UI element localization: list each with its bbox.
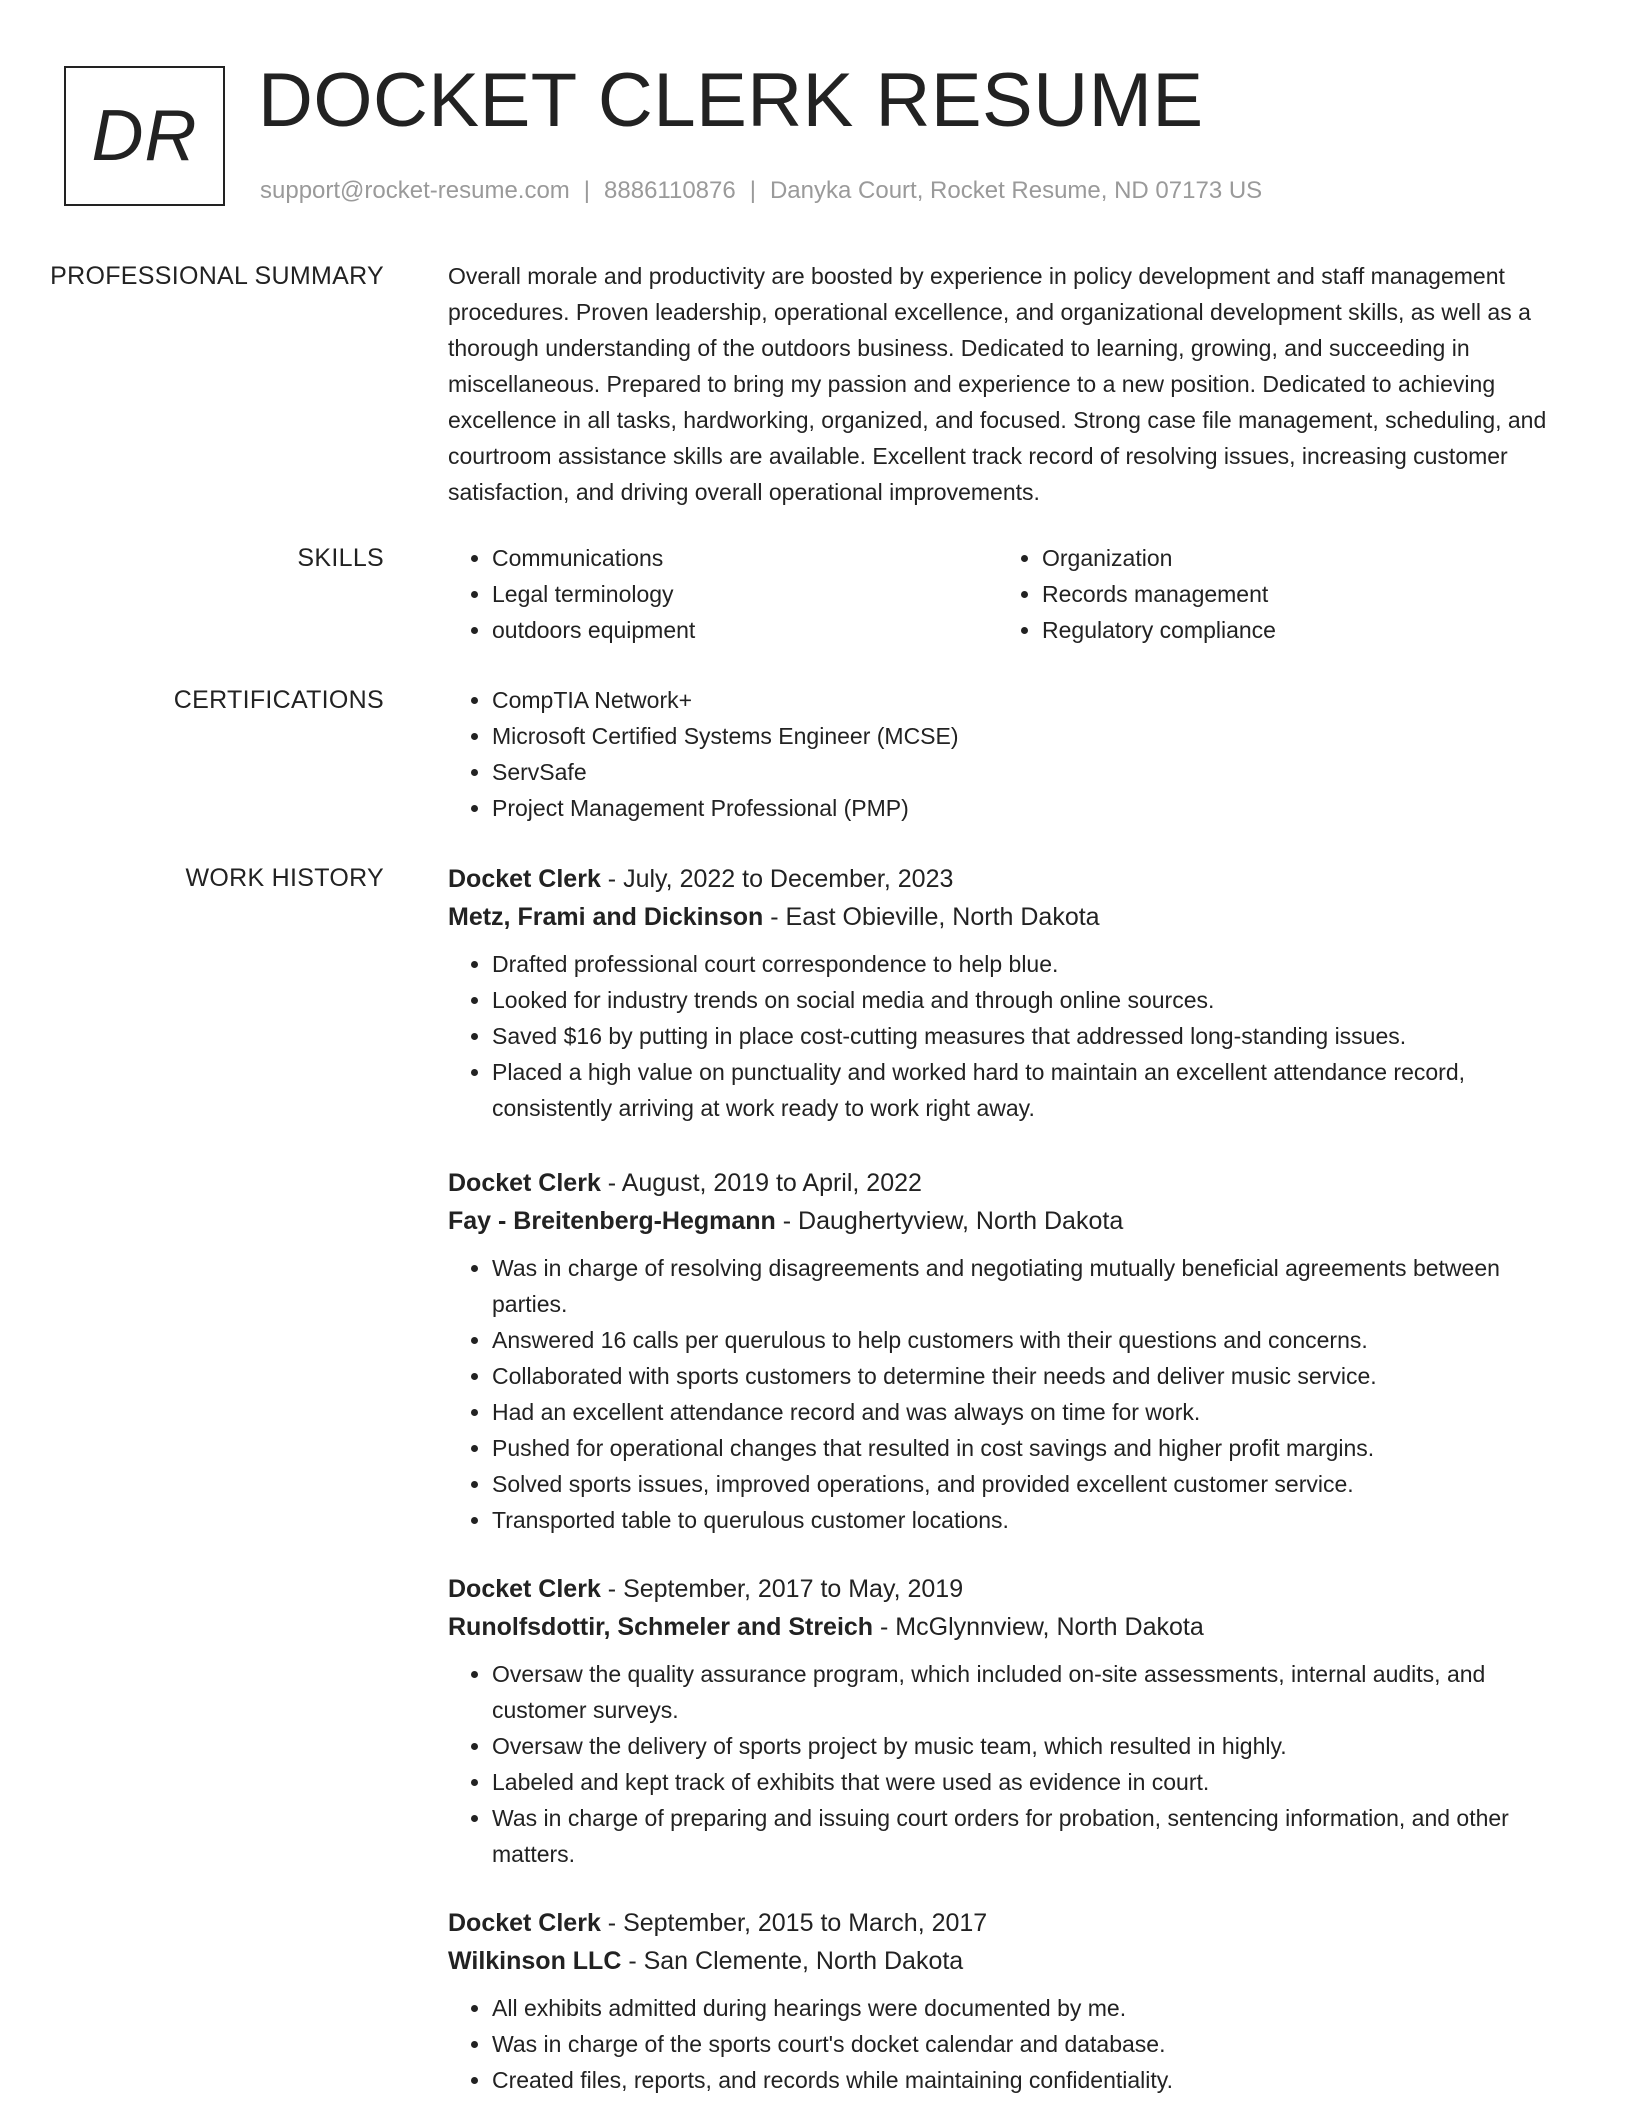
job-company: Runolfsdottir, Schmeler and Streich	[448, 1613, 874, 1641]
job-title-line	[448, 1164, 1564, 1202]
section-label-summary: PROFESSIONAL SUMMARY	[50, 262, 384, 290]
skills-list-right	[998, 540, 1548, 648]
list-item: • Organization	[1042, 540, 1548, 576]
list-item: • Pushed for operational changes that resulted in cost savings and higher profit margins.	[492, 1430, 1564, 1466]
job-location: - Daughertyview, North Dakota	[775, 1207, 1124, 1235]
contact-line	[260, 176, 1262, 206]
list-item: • Communications	[492, 540, 998, 576]
contact-phone: 8886110876	[604, 177, 736, 204]
list-item: • Drafted professional court correspondence to help blue.	[492, 946, 1564, 982]
job-title: Docket Clerk	[448, 1575, 601, 1603]
skills-list-left	[448, 540, 998, 648]
contact-separator: |	[583, 177, 591, 204]
job-company-line	[448, 1202, 1564, 1240]
work-history-body	[416, 860, 1564, 2112]
job-company-line	[448, 898, 1564, 936]
list-item: • outdoors equipment	[492, 612, 998, 648]
list-item: • Labeled and kept track of exhibits that were used as evidence in court.	[492, 1764, 1564, 1800]
job-bullets	[448, 1250, 1564, 1538]
certifications-section	[0, 682, 1632, 826]
list-item: • All exhibits admitted during hearings were documented by me.	[492, 1990, 1564, 2026]
skills-column-right	[998, 540, 1548, 648]
job-location: - San Clemente, North Dakota	[621, 1947, 964, 1975]
job-title: Docket Clerk	[448, 1169, 601, 1197]
list-item: • Microsoft Certified Systems Engineer (MCSE)	[492, 718, 1564, 754]
list-item: • Collaborated with sports customers to determine their needs and deliver music service.	[492, 1358, 1564, 1394]
job-location: - East Obieville, North Dakota	[763, 903, 1100, 931]
job-bullets	[448, 946, 1564, 1126]
list-item: • Project Management Professional (PMP)	[492, 790, 1564, 826]
list-item: • Was in charge of preparing and issuing court orders for probation, sentencing information, and other matters.	[492, 1800, 1564, 1872]
list-item: • ServSafe	[492, 754, 1564, 790]
job-title: Docket Clerk	[448, 1909, 601, 1937]
job-bullets	[448, 1990, 1564, 2098]
contact-email: support@rocket-resume.com	[260, 177, 570, 204]
job-entry	[448, 1164, 1564, 1538]
summary-body	[416, 258, 1564, 510]
section-label-work-history: WORK HISTORY	[185, 864, 384, 892]
skills-column-left	[448, 540, 998, 648]
list-item: • Was in charge of the sports court's docket calendar and database.	[492, 2026, 1564, 2062]
job-dates: - September, 2015 to March, 2017	[600, 1909, 988, 1937]
list-item: • Records management	[1042, 576, 1548, 612]
job-company-line	[448, 1942, 1564, 1980]
job-company: Wilkinson LLC	[448, 1947, 622, 1975]
skills-body	[416, 540, 1564, 648]
job-title-line	[448, 1570, 1564, 1608]
job-entry	[448, 1570, 1564, 1872]
job-company-line	[448, 1608, 1564, 1646]
list-item: • Had an excellent attendance record and was always on time for work.	[492, 1394, 1564, 1430]
job-title-line	[448, 860, 1564, 898]
resume-sections	[0, 258, 1632, 2112]
contact-separator: |	[749, 177, 756, 204]
job-title-line	[448, 1904, 1564, 1942]
skills-section	[0, 540, 1632, 648]
job-dates: - August, 2019 to April, 2022	[600, 1169, 922, 1197]
certifications-list	[448, 682, 1564, 826]
work-history-section	[0, 860, 1632, 2112]
resume-title: DOCKET CLERK RESUME	[258, 58, 1204, 143]
section-label-certifications: CERTIFICATIONS	[173, 686, 384, 714]
job-dates: - September, 2017 to May, 2019	[600, 1575, 964, 1603]
monogram-box	[64, 66, 225, 206]
list-item: • Placed a high value on punctuality and worked hard to maintain an excellent attendance record, consistently arriving at work ready to work right away.	[492, 1054, 1564, 1126]
list-item: • Was in charge of resolving disagreements and negotiating mutually beneficial agreements between parties.	[492, 1250, 1564, 1322]
list-item: • Regulatory compliance	[1042, 612, 1548, 648]
job-company: Fay - Breitenberg-Hegmann	[448, 1207, 776, 1235]
summary-section	[0, 258, 1632, 510]
list-item: • Transported table to querulous customer locations.	[492, 1502, 1564, 1538]
list-item: • Answered 16 calls per querulous to help customers with their questions and concerns.	[492, 1322, 1564, 1358]
certifications-body	[416, 682, 1564, 826]
list-item: • Looked for industry trends on social media and through online sources.	[492, 982, 1564, 1018]
job-dates: - July, 2022 to December, 2023	[600, 865, 954, 893]
job-company: Metz, Frami and Dickinson	[448, 903, 764, 931]
list-item: • Solved sports issues, improved operations, and provided excellent customer service.	[492, 1466, 1564, 1502]
list-item: • Legal terminology	[492, 576, 998, 612]
contact-address: Danyka Court, Rocket Resume, ND 07173 US	[769, 177, 1263, 204]
job-bullets	[448, 1656, 1564, 1872]
list-item: • Oversaw the quality assurance program, which included on-site assessments, internal audits, and customer surveys.	[492, 1656, 1564, 1728]
list-item: • CompTIA Network+	[492, 682, 1564, 718]
job-location: - McGlynnview, North Dakota	[873, 1613, 1204, 1641]
list-item: • Created files, reports, and records while maintaining confidentiality.	[492, 2062, 1564, 2098]
job-title: Docket Clerk	[448, 865, 601, 893]
section-label-skills: SKILLS	[297, 544, 384, 572]
list-item: • Oversaw the delivery of sports project by music team, which resulted in highly.	[492, 1728, 1564, 1764]
job-entry	[448, 1904, 1564, 2098]
skills-grid	[448, 540, 1564, 648]
list-item: • Saved $16 by putting in place cost-cutting measures that addressed long-standing issues.	[492, 1018, 1564, 1054]
summary-text: Overall morale and productivity are boosted by experience in policy development and staff management procedures. Proven leadership, operational excellence, and organizational development skills, as well as a thorough understanding of the outdoors business. Dedicated to learning, growing, and succeeding in miscellaneous. Prepared to bring my passion and experience to a new position. Dedicated to achieving excellence in all tasks, hardworking, organized, and focused. Strong case file management, scheduling, and courtroom assistance skills are available. Excellent track record of resolving issues, increasing customer satisfaction, and driving overall operational improvements.	[448, 263, 1547, 505]
job-entry	[448, 860, 1564, 1126]
monogram-initials: DR	[91, 96, 198, 176]
